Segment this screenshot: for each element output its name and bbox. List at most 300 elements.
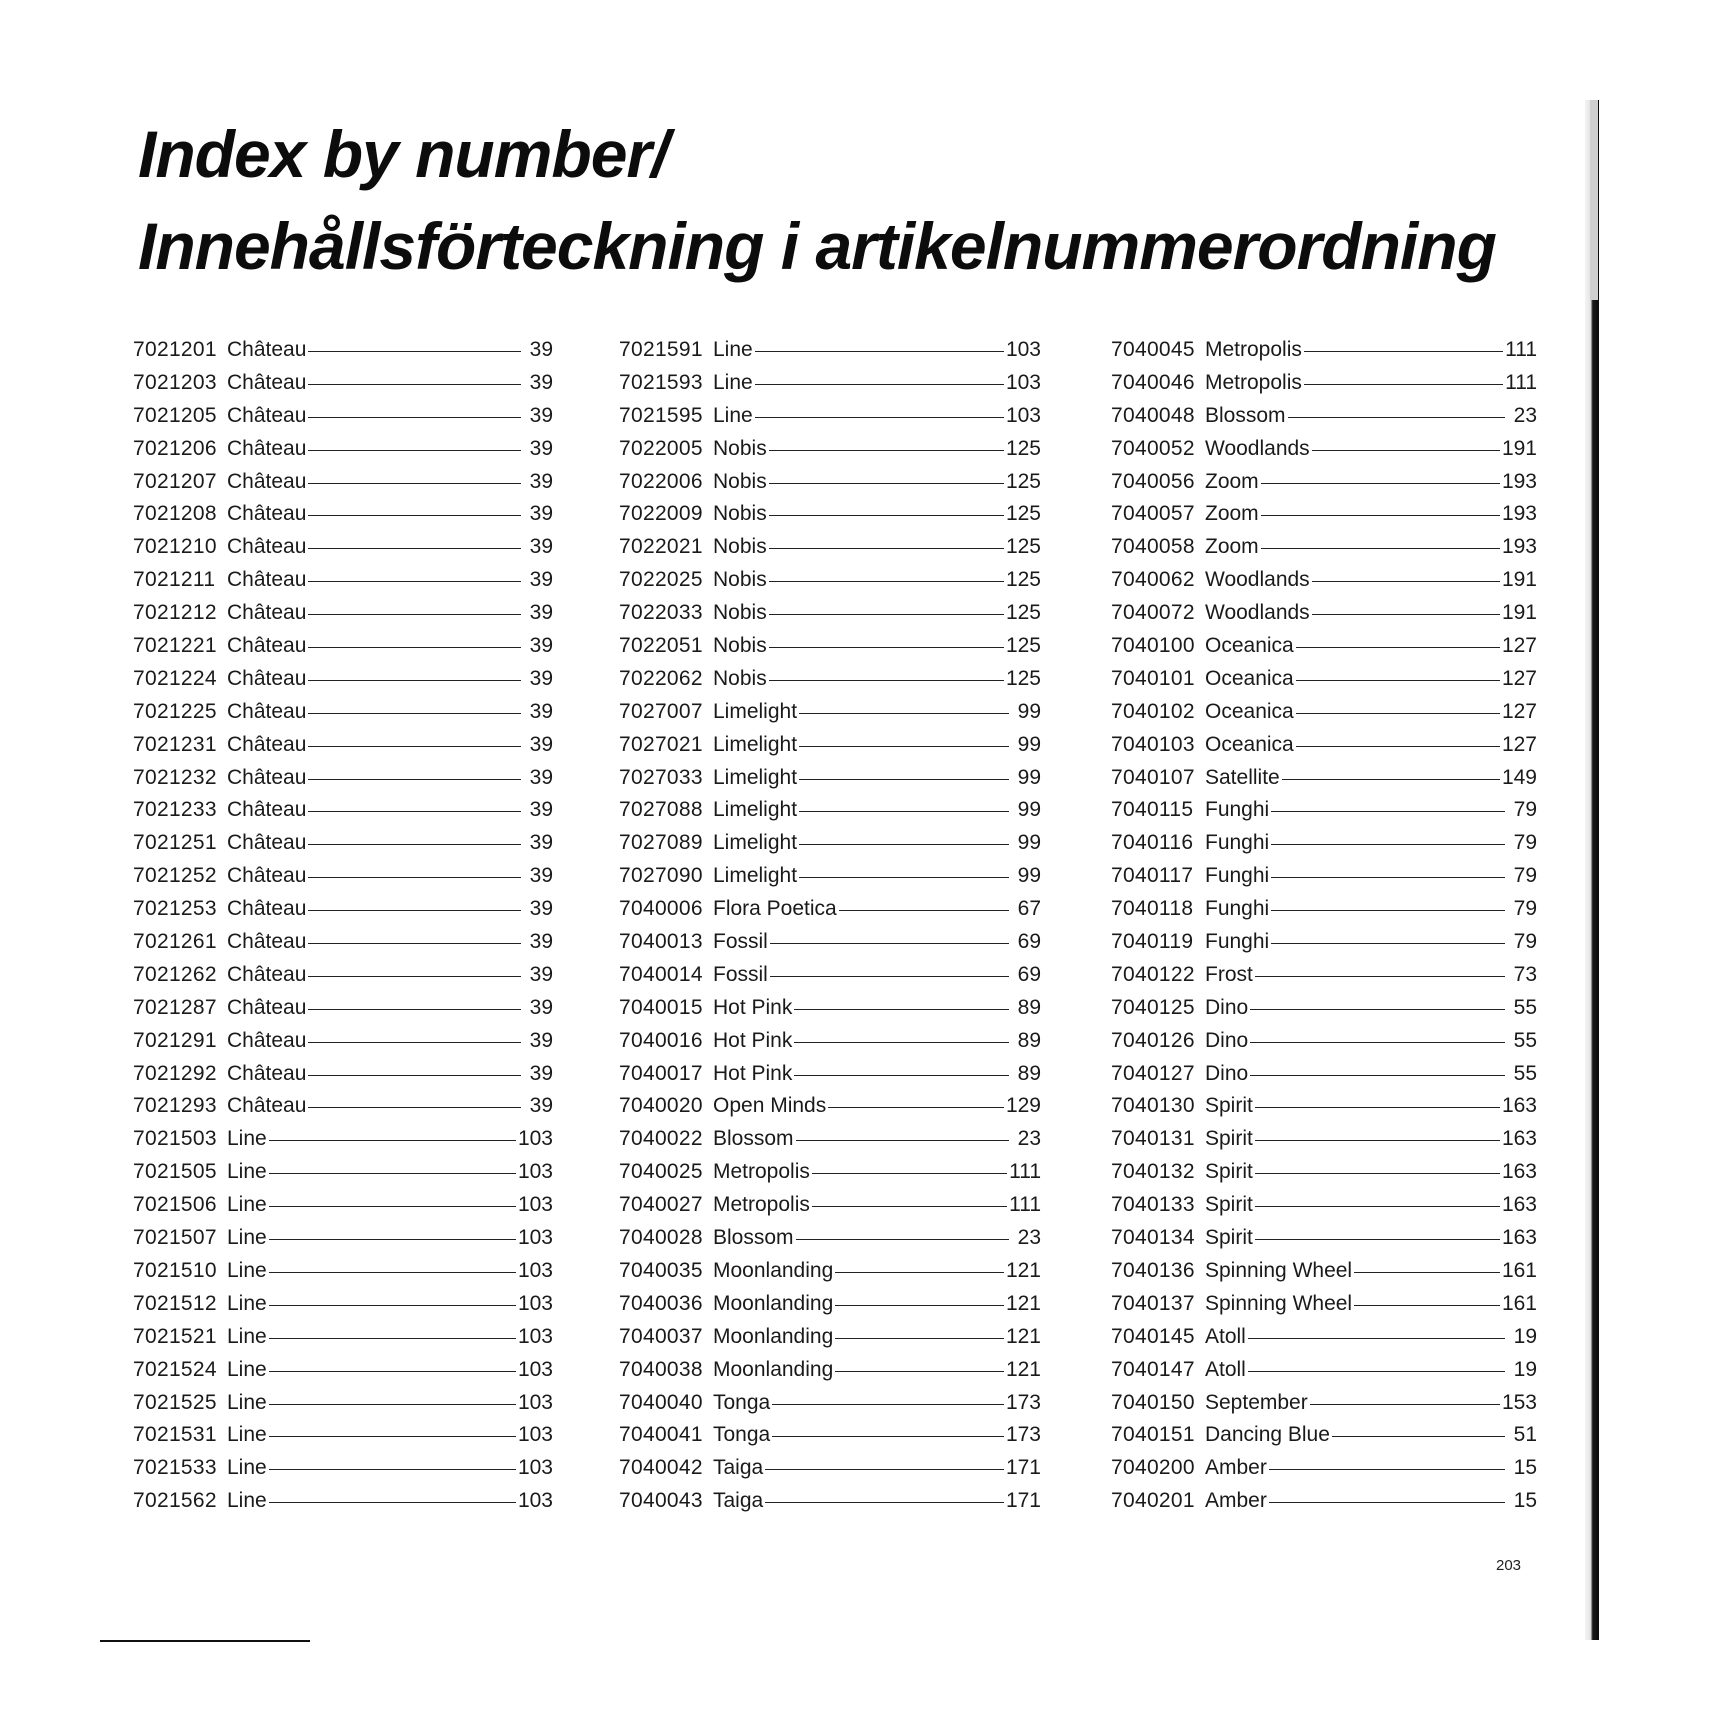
leader-line xyxy=(308,1107,521,1108)
article-number: 7040013 xyxy=(619,930,703,954)
page-reference: 39 xyxy=(529,1094,553,1118)
page-reference: 163 xyxy=(1501,1127,1537,1151)
product-name: Limelight xyxy=(713,699,798,723)
product-name: Zoom xyxy=(1205,469,1259,493)
leader-line xyxy=(799,713,1009,714)
index-entry xyxy=(1111,568,1537,601)
leader-line xyxy=(755,351,1004,352)
leader-line xyxy=(769,614,1004,615)
article-number: 7040058 xyxy=(1111,535,1195,559)
page-reference: 103 xyxy=(517,1193,553,1217)
product-name: Dino xyxy=(1205,1061,1249,1085)
article-number: 7021591 xyxy=(619,338,703,361)
product-name: Spirit xyxy=(1205,1160,1253,1184)
product-name: September xyxy=(1205,1390,1308,1414)
leader-line xyxy=(1354,1272,1500,1273)
product-name: Line xyxy=(227,1324,267,1348)
index-entry xyxy=(1111,667,1537,700)
index-entry xyxy=(619,338,1041,371)
product-name: Metropolis xyxy=(1205,370,1302,394)
product-name: Château xyxy=(227,469,307,493)
article-number: 7040017 xyxy=(619,1061,703,1085)
product-name: Château xyxy=(227,338,307,361)
product-name: Nobis xyxy=(713,634,767,658)
article-number: 7040042 xyxy=(619,1456,703,1480)
product-name: Nobis xyxy=(713,535,767,559)
product-name: Limelight xyxy=(713,732,798,756)
article-number: 7022062 xyxy=(619,666,703,690)
product-name: Woodlands xyxy=(1205,601,1310,625)
index-entry xyxy=(133,1423,553,1456)
product-name: Moonlanding xyxy=(713,1357,834,1381)
article-number: 7040130 xyxy=(1111,1094,1195,1118)
leader-line xyxy=(1261,515,1500,516)
product-name: Line xyxy=(227,1456,267,1480)
article-number: 7040048 xyxy=(1111,403,1195,427)
page-reference: 39 xyxy=(529,502,553,526)
article-number: 7040020 xyxy=(619,1094,703,1118)
page-reference: 73 xyxy=(1513,962,1537,986)
article-number: 7040057 xyxy=(1111,502,1195,526)
article-number: 7021203 xyxy=(133,370,217,394)
leader-line xyxy=(799,746,1009,747)
index-entry xyxy=(619,1029,1041,1062)
leader-line xyxy=(794,1042,1009,1043)
page-reference: 103 xyxy=(517,1258,553,1282)
page-reference: 39 xyxy=(529,370,553,394)
product-name: Woodlands xyxy=(1205,568,1310,592)
product-name: Amber xyxy=(1205,1489,1267,1513)
index-entry xyxy=(619,897,1041,930)
page-reference: 193 xyxy=(1501,469,1537,493)
article-number: 7021205 xyxy=(133,403,217,427)
leader-line xyxy=(1255,1239,1500,1240)
page-reference: 171 xyxy=(1005,1489,1041,1513)
index-entry xyxy=(1111,1062,1537,1095)
page-reference: 191 xyxy=(1501,568,1537,592)
product-name: Hot Pink xyxy=(713,1061,793,1085)
article-number: 7040072 xyxy=(1111,601,1195,625)
page-reference: 171 xyxy=(1005,1456,1041,1480)
leader-line xyxy=(1261,483,1500,484)
leader-line xyxy=(755,384,1004,385)
leader-line xyxy=(769,680,1004,681)
product-name: Line xyxy=(227,1357,267,1381)
index-entry xyxy=(133,1160,553,1193)
index-entry xyxy=(619,502,1041,535)
article-number: 7027088 xyxy=(619,798,703,822)
index-entry xyxy=(1111,634,1537,667)
index-entry xyxy=(1111,1094,1537,1127)
product-name: Taiga xyxy=(713,1456,764,1480)
product-name: Limelight xyxy=(713,798,798,822)
article-number: 7040015 xyxy=(619,995,703,1019)
page-reference: 191 xyxy=(1501,601,1537,625)
index-entry xyxy=(133,1489,553,1522)
article-number: 7040201 xyxy=(1111,1489,1195,1513)
page-reference: 39 xyxy=(529,798,553,822)
product-name: Château xyxy=(227,436,307,460)
product-name: Nobis xyxy=(713,502,767,526)
article-number: 7021261 xyxy=(133,930,217,954)
product-name: Atoll xyxy=(1205,1324,1246,1348)
page-reference: 161 xyxy=(1501,1258,1537,1282)
index-entry xyxy=(619,963,1041,996)
page-reference: 79 xyxy=(1513,831,1537,855)
product-name: Dancing Blue xyxy=(1205,1423,1330,1447)
index-entry xyxy=(619,437,1041,470)
index-entry xyxy=(133,404,553,437)
leader-line xyxy=(799,811,1009,812)
index-entry xyxy=(619,1259,1041,1292)
leader-line xyxy=(1312,614,1500,615)
leader-line xyxy=(308,1009,521,1010)
index-entry xyxy=(619,864,1041,897)
leader-line xyxy=(1304,351,1503,352)
article-number: 7021253 xyxy=(133,897,217,921)
leader-line xyxy=(796,1140,1009,1141)
page-reference: 103 xyxy=(517,1160,553,1184)
page-reference: 39 xyxy=(529,469,553,493)
page-reference: 121 xyxy=(1005,1357,1041,1381)
article-number: 7040150 xyxy=(1111,1390,1195,1414)
index-entry xyxy=(619,1193,1041,1226)
index-entry xyxy=(619,1292,1041,1325)
index-entry xyxy=(133,1325,553,1358)
index-entry xyxy=(1111,798,1537,831)
article-number: 7022025 xyxy=(619,568,703,592)
index-entry xyxy=(619,1226,1041,1259)
index-entry xyxy=(619,831,1041,864)
index-entry xyxy=(133,700,553,733)
product-name: Château xyxy=(227,535,307,559)
leader-line xyxy=(308,713,521,714)
leader-line xyxy=(308,450,521,451)
product-name: Château xyxy=(227,765,307,789)
leader-line xyxy=(1288,417,1505,418)
leader-line xyxy=(769,581,1004,582)
product-name: Spirit xyxy=(1205,1127,1253,1151)
index-entry xyxy=(619,634,1041,667)
index-entry xyxy=(619,1489,1041,1522)
index-entry xyxy=(133,502,553,535)
page-reference: 99 xyxy=(1017,732,1041,756)
index-entry xyxy=(1111,831,1537,864)
leader-line xyxy=(1248,1338,1505,1339)
product-name: Tonga xyxy=(713,1423,771,1447)
page-reference: 39 xyxy=(529,897,553,921)
index-entry xyxy=(619,535,1041,568)
leader-line xyxy=(765,1469,1004,1470)
article-number: 7040134 xyxy=(1111,1226,1195,1250)
article-number: 7040041 xyxy=(619,1423,703,1447)
page-reference: 125 xyxy=(1005,601,1041,625)
product-name: Frost xyxy=(1205,962,1253,986)
index-entry xyxy=(133,1259,553,1292)
index-entry xyxy=(133,733,553,766)
article-number: 7021521 xyxy=(133,1324,217,1348)
article-number: 7022051 xyxy=(619,634,703,658)
index-entry xyxy=(619,1423,1041,1456)
article-number: 7040126 xyxy=(1111,1028,1195,1052)
page-reference: 55 xyxy=(1513,1061,1537,1085)
page-reference: 111 xyxy=(1009,1193,1041,1217)
product-name: Amber xyxy=(1205,1456,1267,1480)
page-reference: 163 xyxy=(1501,1094,1537,1118)
index-entry xyxy=(133,1226,553,1259)
page-reference: 125 xyxy=(1005,502,1041,526)
article-number: 7022006 xyxy=(619,469,703,493)
article-number: 7040137 xyxy=(1111,1291,1195,1315)
page-reference: 125 xyxy=(1005,469,1041,493)
index-entry xyxy=(133,371,553,404)
product-name: Nobis xyxy=(713,469,767,493)
product-name: Funghi xyxy=(1205,798,1270,822)
leader-line xyxy=(1271,811,1505,812)
article-number: 7021252 xyxy=(133,864,217,888)
product-name: Château xyxy=(227,502,307,526)
product-name: Oceanica xyxy=(1205,699,1294,723)
page-reference: 23 xyxy=(1017,1226,1041,1250)
page-number: 203 xyxy=(1496,1557,1522,1574)
page-reference: 79 xyxy=(1513,930,1537,954)
article-number: 7021533 xyxy=(133,1456,217,1480)
index-entry xyxy=(619,404,1041,437)
article-number: 7021225 xyxy=(133,699,217,723)
leader-line xyxy=(308,943,521,944)
leader-line xyxy=(799,877,1009,878)
index-entry xyxy=(619,930,1041,963)
product-name: Fossil xyxy=(713,930,768,954)
page-reference: 23 xyxy=(1017,1127,1041,1151)
index-entry xyxy=(133,437,553,470)
product-name: Line xyxy=(227,1160,267,1184)
leader-line xyxy=(269,1239,516,1240)
article-number: 7040040 xyxy=(619,1390,703,1414)
title-line-1: Index by number/ xyxy=(138,117,669,191)
article-number: 7021506 xyxy=(133,1193,217,1217)
article-number: 7040022 xyxy=(619,1127,703,1151)
article-number: 7040046 xyxy=(1111,370,1195,394)
product-name: Spinning Wheel xyxy=(1205,1258,1353,1282)
article-number: 7021512 xyxy=(133,1291,217,1315)
product-name: Blossom xyxy=(713,1226,794,1250)
article-number: 7040101 xyxy=(1111,666,1195,690)
leader-line xyxy=(308,614,521,615)
page-reference: 19 xyxy=(1513,1357,1537,1381)
article-number: 7021531 xyxy=(133,1423,217,1447)
leader-line xyxy=(755,417,1004,418)
product-name: Château xyxy=(227,930,307,954)
page-reference: 103 xyxy=(517,1489,553,1513)
product-name: Line xyxy=(227,1423,267,1447)
product-name: Château xyxy=(227,864,307,888)
page-reference: 153 xyxy=(1501,1390,1537,1414)
leader-line xyxy=(269,1272,516,1273)
index-entry xyxy=(1111,897,1537,930)
product-name: Dino xyxy=(1205,995,1249,1019)
article-number: 7040136 xyxy=(1111,1258,1195,1282)
page-reference: 39 xyxy=(529,765,553,789)
page-reference: 103 xyxy=(1005,403,1041,427)
index-entry xyxy=(133,338,553,371)
index-entry xyxy=(619,568,1041,601)
leader-line xyxy=(308,581,521,582)
index-entry xyxy=(133,864,553,897)
product-name: Hot Pink xyxy=(713,995,793,1019)
leader-line xyxy=(770,943,1009,944)
index-entry xyxy=(133,568,553,601)
page-reference: 69 xyxy=(1017,930,1041,954)
product-name: Limelight xyxy=(713,831,798,855)
article-number: 7027033 xyxy=(619,765,703,789)
product-name: Line xyxy=(227,1226,267,1250)
page-reference: 19 xyxy=(1513,1324,1537,1348)
page-reference: 125 xyxy=(1005,568,1041,592)
article-number: 7040103 xyxy=(1111,732,1195,756)
leader-line xyxy=(269,1502,516,1503)
product-name: Château xyxy=(227,370,307,394)
leader-line xyxy=(1250,1075,1505,1076)
index-entry xyxy=(1111,1160,1537,1193)
article-number: 7040151 xyxy=(1111,1423,1195,1447)
product-name: Line xyxy=(227,1489,267,1513)
page-reference: 89 xyxy=(1017,1061,1041,1085)
page-reference: 103 xyxy=(517,1423,553,1447)
leader-line xyxy=(1332,1436,1505,1437)
article-number: 7040037 xyxy=(619,1324,703,1348)
product-name: Blossom xyxy=(1205,403,1286,427)
leader-line xyxy=(308,384,521,385)
leader-line xyxy=(269,1371,516,1372)
leader-line xyxy=(769,515,1004,516)
article-number: 7040116 xyxy=(1111,831,1194,855)
product-name: Moonlanding xyxy=(713,1291,834,1315)
product-name: Funghi xyxy=(1205,897,1270,921)
product-name: Woodlands xyxy=(1205,436,1310,460)
page-reference: 161 xyxy=(1501,1291,1537,1315)
title-line-2: Innehållsförteckning i artikelnummerordning xyxy=(138,209,1496,283)
page-reference: 99 xyxy=(1017,831,1041,855)
page-reference: 149 xyxy=(1501,765,1537,789)
leader-line xyxy=(1312,581,1500,582)
product-name: Spirit xyxy=(1205,1226,1253,1250)
leader-line xyxy=(794,1009,1009,1010)
article-number: 7040132 xyxy=(1111,1160,1195,1184)
leader-line xyxy=(308,779,521,780)
product-name: Château xyxy=(227,1094,307,1118)
leader-line xyxy=(812,1173,1007,1174)
index-entry xyxy=(619,1391,1041,1424)
product-name: Open Minds xyxy=(713,1094,827,1118)
article-number: 7040107 xyxy=(1111,765,1195,789)
index-entry xyxy=(133,963,553,996)
leader-line xyxy=(308,515,521,516)
leader-line xyxy=(1354,1305,1500,1306)
product-name: Line xyxy=(713,370,753,394)
article-number: 7040125 xyxy=(1111,995,1195,1019)
index-entry xyxy=(133,1391,553,1424)
index-entry xyxy=(1111,963,1537,996)
article-number: 7021505 xyxy=(133,1160,217,1184)
index-entry xyxy=(1111,338,1537,371)
article-number: 7021231 xyxy=(133,732,217,756)
product-name: Château xyxy=(227,831,307,855)
leader-line xyxy=(1255,1206,1500,1207)
index-entry xyxy=(1111,1127,1537,1160)
article-number: 7021211 xyxy=(133,568,216,592)
index-entry xyxy=(133,1094,553,1127)
article-number: 7040100 xyxy=(1111,634,1195,658)
article-number: 7022021 xyxy=(619,535,703,559)
article-number: 7022009 xyxy=(619,502,703,526)
index-entry xyxy=(1111,1489,1537,1522)
product-name: Nobis xyxy=(713,601,767,625)
page-reference: 103 xyxy=(517,1226,553,1250)
index-entry xyxy=(1111,1325,1537,1358)
page-reference: 125 xyxy=(1005,535,1041,559)
index-entry xyxy=(1111,733,1537,766)
leader-line xyxy=(308,680,521,681)
leader-line xyxy=(1296,746,1500,747)
product-name: Nobis xyxy=(713,666,767,690)
product-name: Oceanica xyxy=(1205,666,1294,690)
leader-line xyxy=(269,1140,516,1141)
leader-line xyxy=(308,647,521,648)
index-entry xyxy=(619,667,1041,700)
index-entry xyxy=(1111,404,1537,437)
leader-line xyxy=(799,779,1009,780)
page-reference: 39 xyxy=(529,864,553,888)
article-number: 7021251 xyxy=(133,831,217,855)
leader-line xyxy=(828,1107,1004,1108)
index-entry xyxy=(1111,1292,1537,1325)
index-entry xyxy=(619,700,1041,733)
page-reference: 39 xyxy=(529,1061,553,1085)
leader-line xyxy=(1304,384,1503,385)
page-reference: 39 xyxy=(529,1028,553,1052)
leader-line xyxy=(1255,1107,1500,1108)
index-entry xyxy=(1111,1029,1537,1062)
article-number: 7040119 xyxy=(1111,930,1194,954)
page-reference: 39 xyxy=(529,962,553,986)
article-number: 7021593 xyxy=(619,370,703,394)
product-name: Metropolis xyxy=(713,1160,810,1184)
leader-line xyxy=(1248,1371,1505,1372)
article-number: 7040045 xyxy=(1111,338,1195,361)
index-entry xyxy=(1111,470,1537,503)
product-name: Line xyxy=(227,1258,267,1282)
article-number: 7040102 xyxy=(1111,699,1195,723)
leader-line xyxy=(769,548,1004,549)
product-name: Spirit xyxy=(1205,1094,1253,1118)
index-entry xyxy=(619,996,1041,1029)
product-name: Oceanica xyxy=(1205,732,1294,756)
article-number: 7021510 xyxy=(133,1258,217,1282)
article-number: 7021207 xyxy=(133,469,217,493)
article-number: 7021212 xyxy=(133,601,217,625)
index-entry xyxy=(133,1456,553,1489)
index-column-1 xyxy=(133,338,553,1522)
product-name: Château xyxy=(227,732,307,756)
article-number: 7021525 xyxy=(133,1390,217,1414)
article-number: 7040145 xyxy=(1111,1324,1195,1348)
page-reference: 51 xyxy=(1513,1423,1537,1447)
article-number: 7021503 xyxy=(133,1127,217,1151)
product-name: Château xyxy=(227,897,307,921)
index-entry xyxy=(133,470,553,503)
leader-line xyxy=(1255,976,1505,977)
